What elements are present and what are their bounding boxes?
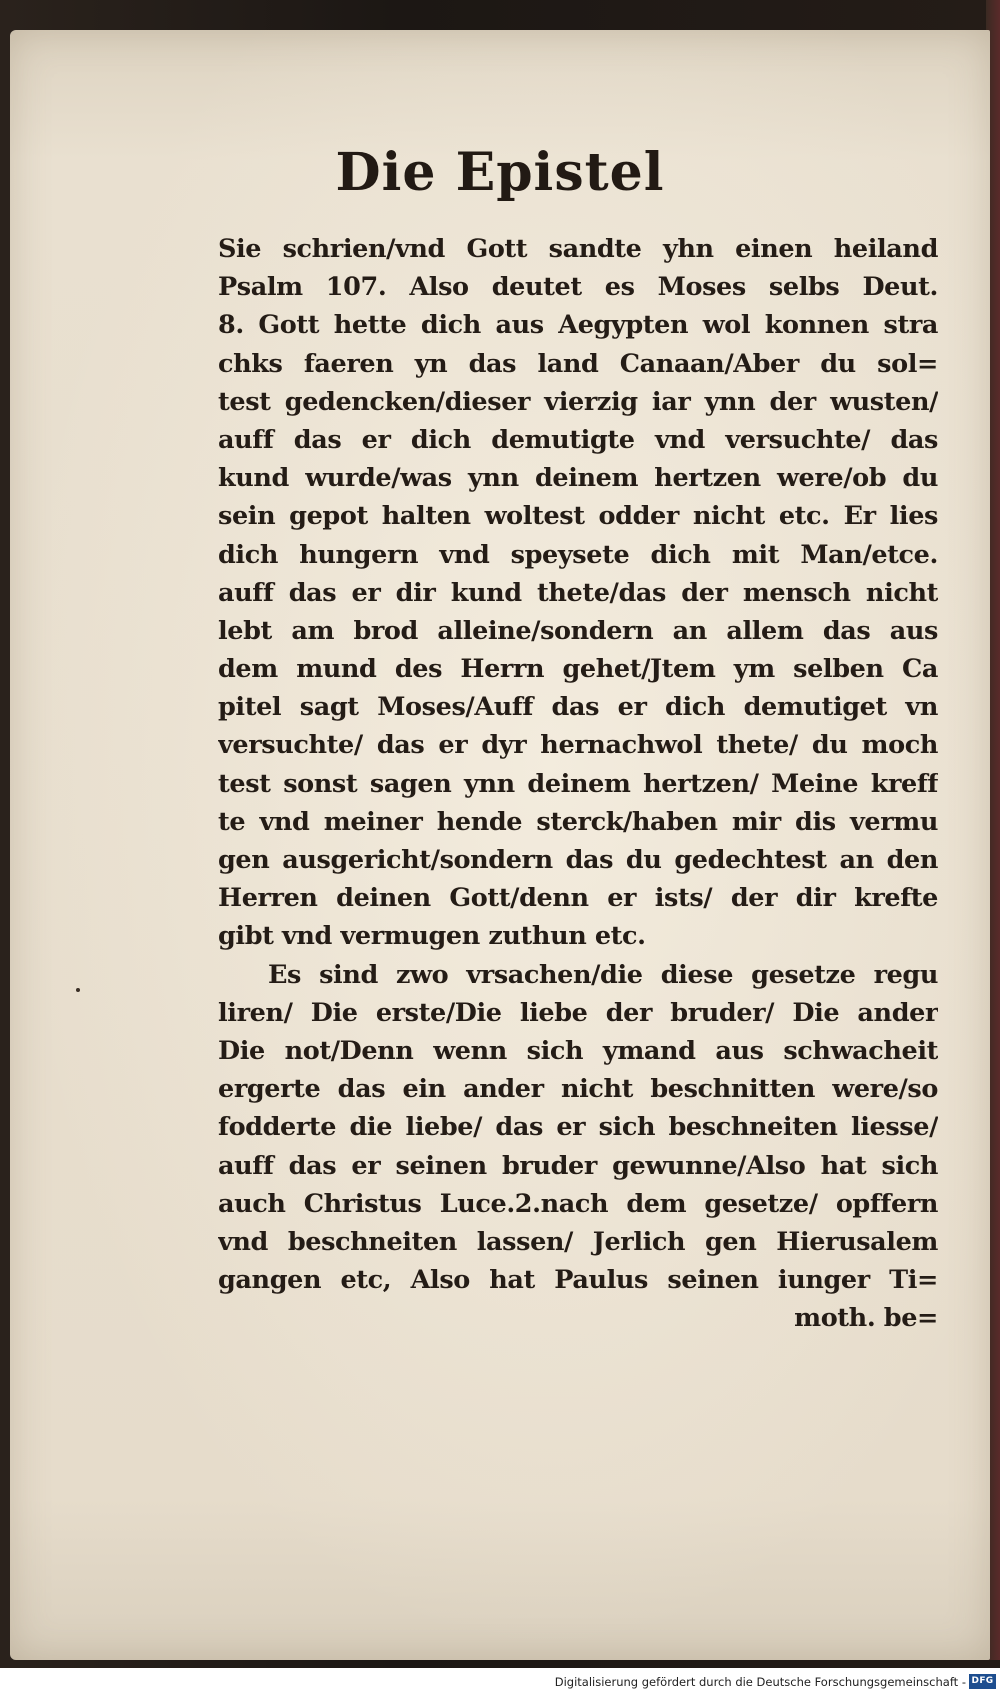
text-line: lebt am brod alleine/sondern an allem das aus bbox=[218, 615, 938, 646]
text-line: auff das er dir kund thete/das der mensch nicht bbox=[218, 577, 938, 608]
text-line: auch Christus Luce.2.nach dem gesetze/ opffern bbox=[218, 1188, 938, 1219]
paper-speck bbox=[76, 988, 80, 992]
text-line: gen ausgericht/sondern das du gedechtest an den bbox=[218, 845, 938, 875]
book-page bbox=[10, 30, 990, 1660]
text-line: Es sind zwo vrsachen/die diese gesetze regu bbox=[268, 959, 938, 990]
catchword: moth. be= bbox=[794, 1303, 938, 1334]
text-line: fodderte die liebe/ das er sich beschneiten liesse/ bbox=[218, 1112, 938, 1143]
text-line: auff das er dich demutigte vnd versuchte/ das bbox=[218, 424, 938, 455]
text-line: pitel sagt Moses/Auff das er dich demutiget vn bbox=[218, 692, 938, 723]
text-line: Psalm 107. Also deutet es Moses selbs Deut. bbox=[218, 272, 938, 303]
text-line: ergerte das ein ander nicht beschnitten were/so bbox=[218, 1074, 938, 1105]
text-line: sein gepot halten woltest odder nicht etc. Er lies bbox=[218, 501, 938, 532]
footer-credit: Digitalisierung gefördert durch die Deutsche Forschungsgemeinschaft - bbox=[554, 1675, 966, 1689]
text-line: dem mund des Herrn gehet/Jtem ym selben Ca bbox=[218, 654, 938, 685]
text-line: versuchte/ das er dyr hernachwol thete/ du moch bbox=[218, 730, 938, 761]
text-line: chks faeren yn das land Canaan/Aber du sol= bbox=[218, 348, 938, 379]
body-text bbox=[218, 230, 938, 1337]
page-title: Die Epistel bbox=[335, 142, 665, 203]
dfg-logo: DFG bbox=[969, 1674, 996, 1689]
text-line: gibt vnd vermugen zuthun etc. bbox=[218, 921, 646, 952]
text-line: vnd beschneiten lassen/ Jerlich gen Hierusalem bbox=[218, 1226, 938, 1257]
text-line: Sie schrien/vnd Gott sandte yhn einen heiland bbox=[218, 234, 938, 264]
text-line: dich hungern vnd speysete dich mit Man/etce. bbox=[218, 539, 938, 570]
text-line: gangen etc, Also hat Paulus seinen iunger Ti= bbox=[218, 1265, 938, 1296]
text-line: 8. Gott hette dich aus Aegypten wol konnen stra bbox=[218, 310, 938, 341]
text-line: test sonst sagen ynn deinem hertzen/ Meine kreff bbox=[218, 768, 938, 799]
text-line: liren/ Die erste/Die liebe der bruder/ Die ander bbox=[218, 997, 938, 1028]
text-line: Herren deinen Gott/denn er ists/ der dir krefte bbox=[218, 883, 938, 914]
text-line: te vnd meiner hende sterck/haben mir dis vermu bbox=[218, 806, 938, 837]
text-line: auff das er seinen bruder gewunne/Also hat sich bbox=[218, 1150, 938, 1181]
text-line: test gedencken/dieser vierzig iar ynn der wusten/ bbox=[218, 386, 938, 417]
text-line: kund wurde/was ynn deinem hertzen were/ob du bbox=[218, 463, 938, 494]
text-line: Die not/Denn wenn sich ymand aus schwacheit bbox=[218, 1035, 938, 1066]
